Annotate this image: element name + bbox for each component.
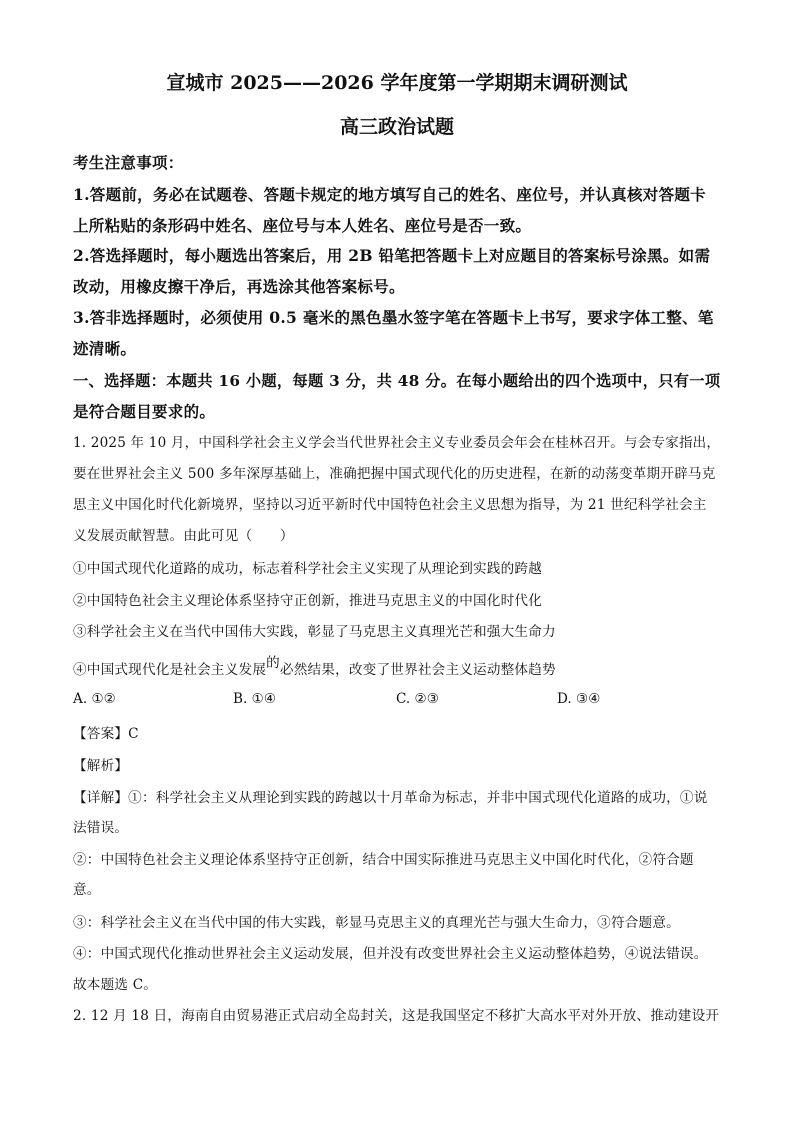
notice-item-2-line-1: 2.答选择题时，每小题选出答案后，用 2B 铅笔把答题卡上对应题目的答案标号涂黑。如需 bbox=[73, 246, 711, 265]
notice-item-3-line-2: 迹清晰。 bbox=[73, 339, 137, 358]
statement-4-part-a: ④中国式现代化是社会主义发展 bbox=[73, 662, 267, 678]
question-2-line-1: 2. 12 月 18 日，海南自由贸易港正式启动全岛封关，这是我国坚定不移扩大高水平对外开放、推动建设开 bbox=[73, 1008, 720, 1024]
notice-heading: 考生注意事项： bbox=[73, 153, 184, 172]
notice-item-1-line-2: 上所粘贴的条形码中姓名、座位号与本人姓名、座位号是否一致。 bbox=[73, 216, 532, 235]
option-a: A. ①② bbox=[73, 691, 116, 707]
notice-item-1-line-1: 1.答题前，务必在试题卷、答题卡规定的地方填写自己的姓名、座位号，并认真核对答题卡 bbox=[73, 185, 706, 204]
option-b: B. ①④ bbox=[233, 691, 277, 707]
statement-3: ③科学社会主义在当代中国伟大实践，彰显了马克思主义真理光芒和强大生命力 bbox=[73, 624, 556, 640]
question-1-line-4: 义发展贡献智慧。由此可见（ ） bbox=[73, 528, 294, 544]
notice-item-2-line-2: 改动，用橡皮擦干净后，再选涂其他答案标号。 bbox=[73, 277, 405, 296]
question-1-line-1: 1. 2025 年 10 月，中国科学社会主义学会当代世界社会主义专业委员会年会在桂林召开。与会专家指出， bbox=[73, 435, 721, 451]
answer: 【答案】C bbox=[73, 726, 139, 742]
statement-4-part-b: 必然结果，改变了世界社会主义运动整体趋势 bbox=[279, 662, 556, 678]
conclusion: 故本题选 C。 bbox=[73, 977, 158, 993]
notice-item-3-line-1: 3.答非选择题时，必须使用 0.5 毫米的黑色墨水签字笔在答题卡上书写，要求字体工整、笔 bbox=[73, 308, 714, 327]
detail-3: ③：科学社会主义在当代中国的伟大实践，彰显马克思主义的真理光芒与强大生命力，③符合题意。 bbox=[73, 915, 680, 931]
detail-1-line-2: 法错误。 bbox=[73, 820, 129, 836]
statement-4 bbox=[73, 655, 556, 678]
detail-1-line-1: 【详解】①：科学社会主义从理论到实践的跨越以十月革命为标志，并非中国式现代化道路的成功，①说 bbox=[73, 790, 708, 806]
statement-4-superscript: 的 bbox=[266, 655, 280, 671]
detail-2-line-2: 意。 bbox=[73, 882, 101, 898]
option-c: C. ②③ bbox=[396, 691, 439, 707]
detail-2-line-1: ②：中国特色社会主义理论体系坚持守正创新，结合中国实际推进马克思主义中国化时代化，②符合题 bbox=[73, 852, 694, 868]
statement-1: ①中国式现代化道路的成功，标志着科学社会主义实现了从理论到实践的跨越 bbox=[73, 561, 542, 577]
statement-2: ②中国特色社会主义理论体系坚持守正创新，推进马克思主义的中国化时代化 bbox=[73, 593, 542, 609]
section-heading-line-1: 一、选择题：本题共 16 小题，每题 3 分，共 48 分。在每小题给出的四个选项中，只有一项 bbox=[73, 372, 721, 390]
section-heading-line-2: 是符合题目要求的。 bbox=[73, 402, 216, 421]
detail-4: ④：中国式现代化推动世界社会主义运动发展，但并没有改变世界社会主义运动整体趋势，④说法错误。 bbox=[73, 946, 708, 962]
question-1-line-2: 要在世界社会主义 500 多年深厚基础上，准确把握中国式现代化的历史进程，在新的动荡变革期开辟马克 bbox=[73, 466, 716, 482]
question-1-line-3: 思主义中国化时代化新境界，坚持以习近平新时代中国特色社会主义思想为指导，为 21 世纪科学社会主 bbox=[73, 497, 707, 513]
analysis-label: 【解析】 bbox=[73, 758, 129, 774]
exam-subtitle: 高三政治试题 bbox=[339, 116, 454, 138]
option-d: D. ③④ bbox=[557, 691, 601, 707]
exam-title: 宣城市 2025——2026 学年度第一学期期末调研测试 bbox=[166, 72, 628, 94]
